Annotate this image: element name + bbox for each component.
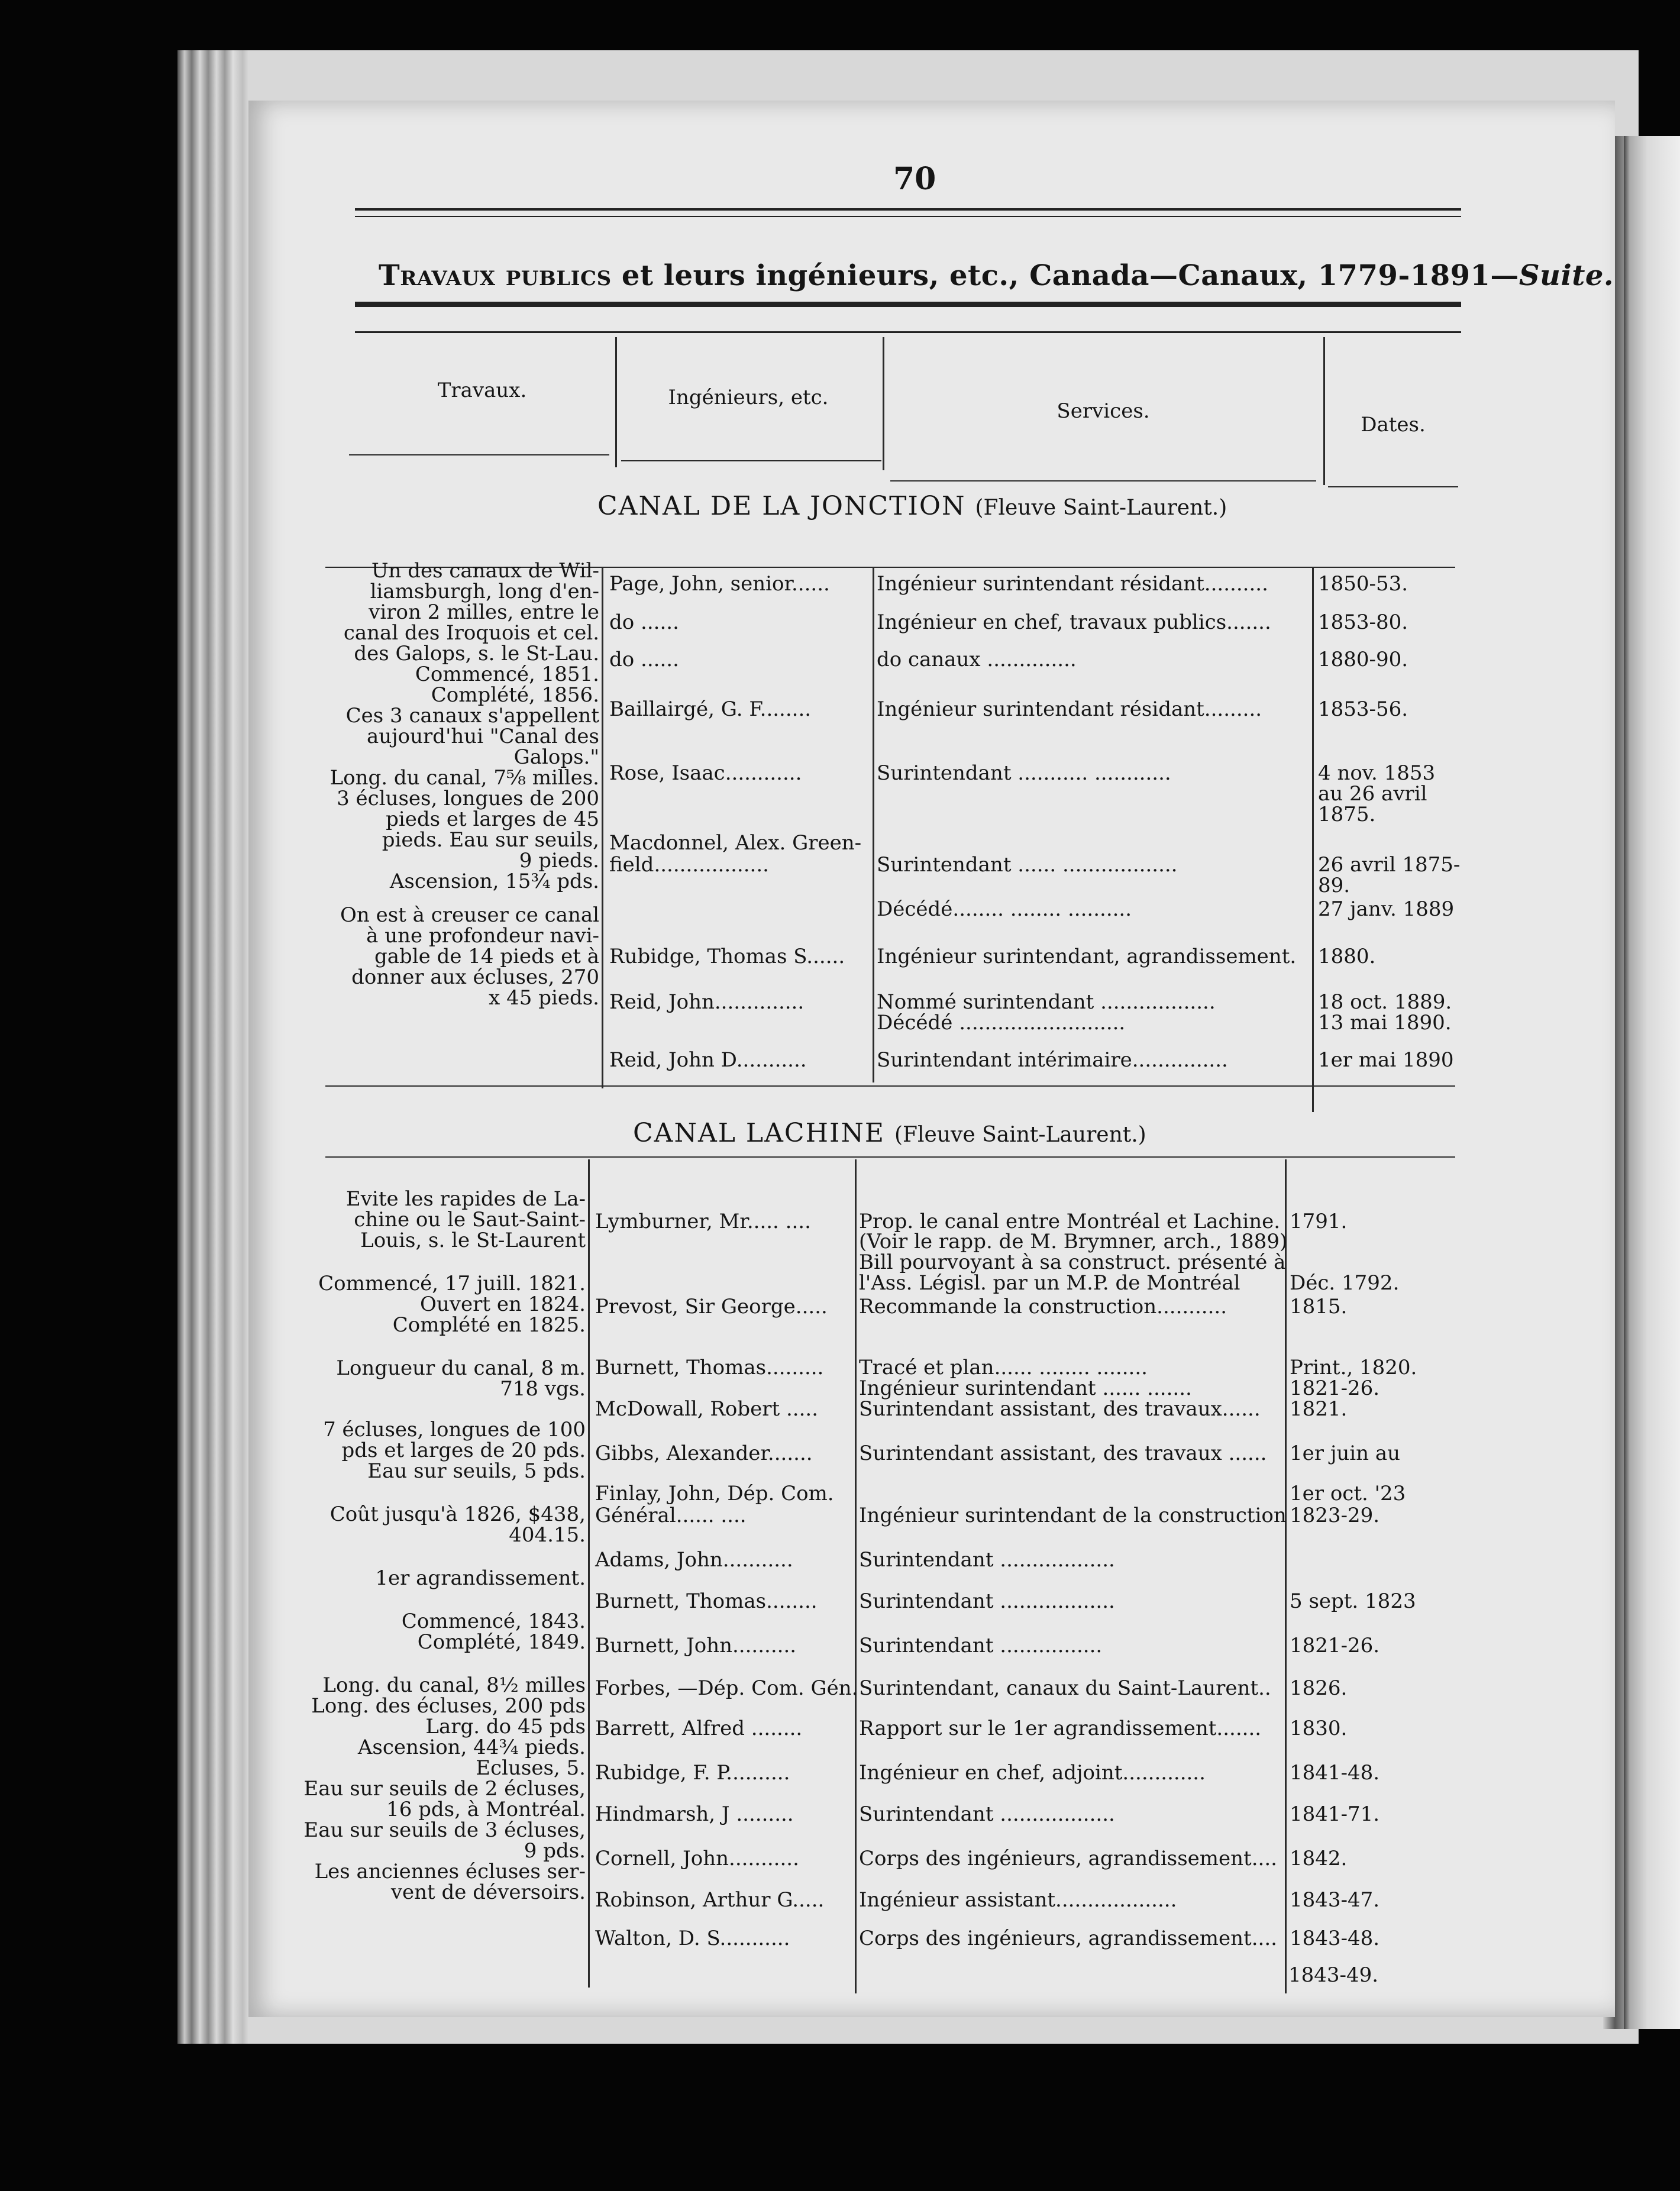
travaux-note-line: 9 pds.: [524, 1839, 586, 1863]
header-divider-2: [883, 337, 884, 470]
travaux-note-line: Ecluses, 5.: [476, 1756, 586, 1780]
travaux-note-line: donner aux écluses, 270: [351, 965, 599, 989]
travaux-note-line: Long. du canal, 7⅝ milles.: [329, 766, 599, 790]
engineer-cell: Cornell, John...........: [595, 1847, 799, 1870]
jonction-divider-1: [602, 568, 603, 1088]
engineer-cell: Prevost, Sir George.....: [595, 1295, 828, 1319]
engineer-cell: McDowall, Robert .....: [595, 1397, 819, 1421]
service-cell: Corps des ingénieurs, agrandissement....: [859, 1847, 1277, 1870]
travaux-note-line: Ascension, 15¾ pds.: [389, 870, 599, 893]
travaux-note-line: Un des canaux de Wil-: [371, 559, 599, 583]
travaux-note-line: Evite les rapides de La-: [345, 1187, 586, 1211]
date-cell: 1853-56.: [1318, 697, 1408, 721]
travaux-note-line: Commencé, 1843.: [401, 1610, 586, 1633]
date-cell: 1821-26.: [1290, 1376, 1380, 1400]
service-cell: Surintendant, canaux du Saint-Laurent..: [859, 1676, 1271, 1700]
header-travaux: Travaux.: [437, 379, 527, 402]
travaux-note-line: à une profondeur navi-: [366, 924, 599, 948]
lachine-divider-2: [855, 1159, 857, 1993]
travaux-note-line: Complété, 1856.: [431, 683, 599, 707]
service-cell: Ingénieur surintendant résidant..........: [877, 572, 1268, 596]
date-cell: 1841-71.: [1290, 1802, 1380, 1826]
service-cell: Ingénieur surintendant ...... .......: [859, 1376, 1192, 1400]
date-cell: 1821-26.: [1290, 1634, 1380, 1657]
service-cell: Rapport sur le 1er agrandissement.......: [859, 1717, 1262, 1740]
travaux-note-line: pieds. Eau sur seuils,: [382, 828, 599, 852]
jonction-title: CANAL DE LA JONCTION: [597, 491, 966, 521]
engineer-cell: Burnett, John..........: [595, 1634, 797, 1657]
title-rule-thick: [355, 302, 1461, 307]
travaux-note-line: 16 pds, à Montréal.: [386, 1798, 586, 1821]
top-rule-thin: [355, 216, 1461, 217]
travaux-note-line: x 45 pieds.: [489, 986, 599, 1010]
travaux-note-line: des Galops, s. le St-Lau.: [354, 642, 599, 665]
engineer-cell: do ......: [609, 648, 679, 671]
engineer-cell: Rubidge, Thomas S......: [609, 945, 845, 968]
date-cell: 1791.: [1290, 1210, 1348, 1233]
travaux-note-line: pieds et larges de 45: [386, 807, 599, 831]
header-ingenieurs: Ingénieurs, etc.: [668, 386, 829, 409]
header-bottom-3: [890, 480, 1316, 481]
service-cell: Surintendant ..................: [859, 1589, 1115, 1613]
service-cell: (Voir le rapp. de M. Brymner, arch., 1889): [859, 1230, 1288, 1253]
engineer-cell: Finlay, John, Dép. Com.: [595, 1482, 834, 1505]
engineer-cell: Reid, John D...........: [609, 1048, 807, 1072]
travaux-note-line: Eau sur seuils, 5 pds.: [367, 1459, 586, 1483]
service-cell: Ingénieur surintendant, agrandissement.: [877, 945, 1297, 968]
jonction-bottom-rule: [325, 1085, 1455, 1087]
date-cell: 5 sept. 1823: [1290, 1589, 1416, 1613]
travaux-note-line: Coût jusqu'à 1826, $438,: [329, 1502, 586, 1526]
engineer-cell: Barrett, Alfred ........: [595, 1717, 803, 1740]
engineer-cell: Page, John, senior......: [609, 572, 830, 596]
engineer-cell: Forbes, —Dép. Com. Gén.: [595, 1676, 858, 1700]
date-cell: 1830.: [1290, 1717, 1348, 1740]
date-cell: au 26 avril: [1318, 782, 1427, 806]
travaux-note-line: Galops.": [513, 745, 599, 769]
date-cell: Déc. 1792.: [1290, 1271, 1400, 1295]
service-cell: Tracé et plan...... ........ ........: [859, 1356, 1148, 1379]
service-cell: Surintendant ..................: [859, 1802, 1115, 1826]
engineer-cell: Gibbs, Alexander.......: [595, 1442, 813, 1465]
date-cell: 1853-80.: [1318, 610, 1408, 634]
travaux-note-line: Louis, s. le St-Laurent: [360, 1229, 586, 1252]
service-cell: Prop. le canal entre Montréal et Lachine.: [859, 1210, 1281, 1233]
travaux-note-line: gable de 14 pieds et à: [374, 945, 599, 968]
travaux-note-line: Ouvert en 1824.: [420, 1292, 586, 1316]
service-cell: Surintendant assistant, des travaux ......: [859, 1442, 1267, 1465]
date-cell: 1880.: [1318, 945, 1376, 968]
engineer-cell: Baillairgé, G. F........: [609, 697, 812, 721]
service-cell: Surintendant assistant, des travaux......: [859, 1397, 1261, 1421]
date-cell: 1842.: [1290, 1847, 1348, 1870]
service-cell: Ingénieur assistant...................: [859, 1888, 1177, 1912]
travaux-note-line: vent de déversoirs.: [390, 1880, 586, 1904]
travaux-note-line: 7 écluses, longues de 100: [323, 1418, 586, 1442]
date-cell: 89.: [1318, 874, 1351, 897]
header-bottom-2: [621, 460, 881, 461]
date-cell: 1880-90.: [1318, 648, 1408, 671]
section-title-jonction: [597, 491, 1227, 521]
date-cell: 27 janv. 1889: [1318, 897, 1455, 921]
service-cell: Décédé........ ........ ..........: [877, 897, 1132, 921]
date-cell: 4 nov. 1853: [1318, 761, 1436, 785]
date-cell: 1821.: [1290, 1397, 1348, 1421]
engineer-cell: do ......: [609, 610, 679, 634]
engineer-cell: Rubidge, F. P..........: [595, 1761, 790, 1785]
lachine-title: CANAL LACHINE: [633, 1118, 885, 1148]
travaux-note-line: Complété en 1825.: [392, 1313, 586, 1337]
date-cell: 18 oct. 1889.: [1318, 990, 1452, 1014]
engineer-cell: field..................: [609, 853, 769, 877]
travaux-note-line: Larg. do 45 pds: [425, 1715, 586, 1738]
travaux-note-line: pds et larges de 20 pds.: [341, 1439, 586, 1462]
service-cell: Ingénieur surintendant résidant.........: [877, 697, 1262, 721]
travaux-note-line: 9 pieds.: [519, 849, 599, 872]
jonction-subtitle: (Fleuve Saint-Laurent.): [975, 496, 1227, 520]
top-rule: [355, 208, 1461, 211]
travaux-note-line: viron 2 milles, entre le: [369, 600, 599, 624]
engineer-cell: Macdonnel, Alex. Green-: [609, 831, 862, 855]
date-cell: 1er juin au: [1290, 1442, 1400, 1465]
travaux-note-line: aujourd'hui "Canal des: [366, 725, 599, 748]
date-cell: 1875.: [1318, 803, 1376, 826]
travaux-note-line: Long. du canal, 8½ milles: [322, 1673, 586, 1697]
service-cell: Recommande la construction...........: [859, 1295, 1227, 1319]
travaux-note-line: liamsburgh, long d'en-: [370, 580, 599, 603]
header-services: Services.: [1057, 399, 1150, 423]
date-cell: 1823-29.: [1290, 1504, 1380, 1527]
engineer-cell: Burnett, Thomas.........: [595, 1356, 824, 1379]
title-main: et leurs ingénieurs, etc., Canada—Canaux, 1779-1891—: [611, 259, 1519, 292]
title-suite: Suite.: [1519, 259, 1614, 292]
header-bottom-1: [349, 454, 609, 455]
engineer-cell: Lymburner, Mr..... ....: [595, 1210, 811, 1233]
engineer-cell: Burnett, Thomas........: [595, 1589, 818, 1613]
service-cell: Surintendant ........... ............: [877, 761, 1171, 785]
header-divider-1: [615, 337, 617, 467]
header-divider-3: [1323, 337, 1325, 485]
travaux-note-line: 3 écluses, longues de 200: [337, 787, 599, 810]
date-cell: 1er oct. '23: [1290, 1482, 1406, 1505]
engineer-cell: Adams, John...........: [595, 1548, 793, 1572]
date-cell: 13 mai 1890.: [1318, 1011, 1452, 1035]
travaux-note-line: Ces 3 canaux s'appellent: [345, 704, 599, 728]
travaux-note-line: Eau sur seuils de 3 écluses,: [303, 1818, 586, 1842]
date-cell: 1843-48.: [1290, 1927, 1380, 1950]
section-title-lachine: [633, 1118, 1146, 1148]
travaux-note-line: Commencé, 1851.: [415, 663, 599, 686]
engineer-cell: Général...... ....: [595, 1504, 747, 1527]
date-cell: 1826.: [1290, 1676, 1348, 1700]
date-cell: Print., 1820.: [1290, 1356, 1417, 1379]
travaux-note-line: Eau sur seuils de 2 écluses,: [303, 1777, 586, 1801]
service-cell: Bill pourvoyant à sa construct. présenté à: [859, 1250, 1286, 1274]
travaux-note-line: Longueur du canal, 8 m.: [336, 1356, 586, 1380]
service-cell: do canaux ..............: [877, 648, 1077, 671]
service-cell: Ingénieur en chef, travaux publics.......: [877, 610, 1271, 634]
engineer-cell: Hindmarsh, J .........: [595, 1802, 794, 1826]
travaux-note-line: Ascension, 44¾ pieds.: [357, 1736, 586, 1759]
service-cell: Surintendant ................: [859, 1634, 1103, 1657]
jonction-divider-3: [1312, 568, 1314, 1112]
service-cell: Ingénieur surintendant de la construction: [859, 1504, 1287, 1527]
lachine-subtitle: (Fleuve Saint-Laurent.): [894, 1123, 1146, 1147]
travaux-note-line: Long. des écluses, 200 pds: [311, 1694, 586, 1718]
service-cell: l'Ass. Législ. par un M.P. de Montréal: [859, 1271, 1240, 1295]
travaux-note-line: Complété, 1849.: [417, 1630, 586, 1654]
service-cell: Ingénieur en chef, adjoint.............: [859, 1761, 1206, 1785]
lachine-last-date: 1843-49.: [1288, 1963, 1379, 1987]
facing-page-edge: [1624, 136, 1680, 2029]
travaux-note-line: 404.15.: [509, 1523, 586, 1547]
header-top-rule: [355, 331, 1461, 333]
lachine-divider-3: [1285, 1159, 1287, 1993]
lachine-top-rule: [325, 1156, 1455, 1158]
engineer-cell: Walton, D. S...........: [595, 1927, 790, 1950]
travaux-note-line: On est à creuser ce canal: [340, 903, 599, 927]
date-cell: 1843-47.: [1290, 1888, 1380, 1912]
service-cell: Surintendant ..................: [859, 1548, 1115, 1572]
lachine-divider-1: [588, 1159, 590, 1988]
travaux-note-line: chine ou le Saut-Saint-: [354, 1208, 586, 1232]
service-cell: Corps des ingénieurs, agrandissement....: [859, 1927, 1277, 1950]
header-dates: Dates.: [1361, 413, 1426, 437]
engineer-cell: Rose, Isaac............: [609, 761, 802, 785]
travaux-note-line: canal des Iroquois et cel.: [343, 621, 599, 645]
travaux-note-line: Les anciennes écluses ser-: [314, 1860, 586, 1883]
page-title: [379, 259, 1614, 292]
service-cell: Surintendant intérimaire...............: [877, 1048, 1228, 1072]
date-cell: 1815.: [1290, 1295, 1348, 1319]
date-cell: 26 avril 1875-: [1318, 853, 1461, 877]
travaux-note-line: 718 vgs.: [500, 1377, 586, 1401]
service-cell: Nommé surintendant ..................: [877, 990, 1216, 1014]
title-smallcaps: Travaux publics: [379, 259, 612, 292]
page-number: 70: [893, 161, 936, 197]
date-cell: 1er mai 1890: [1318, 1048, 1454, 1072]
service-cell: Décédé ..........................: [877, 1011, 1126, 1035]
date-cell: 1841-48.: [1290, 1761, 1380, 1785]
date-cell: 1850-53.: [1318, 572, 1408, 596]
engineer-cell: Reid, John..............: [609, 990, 805, 1014]
header-bottom-4: [1328, 486, 1458, 487]
jonction-divider-2: [873, 568, 874, 1082]
engineer-cell: Robinson, Arthur G.....: [595, 1888, 825, 1912]
travaux-note-line: Commencé, 17 juill. 1821.: [318, 1272, 586, 1295]
travaux-note-line: 1er agrandissement.: [375, 1566, 586, 1590]
service-cell: Surintendant ...... ..................: [877, 853, 1178, 877]
